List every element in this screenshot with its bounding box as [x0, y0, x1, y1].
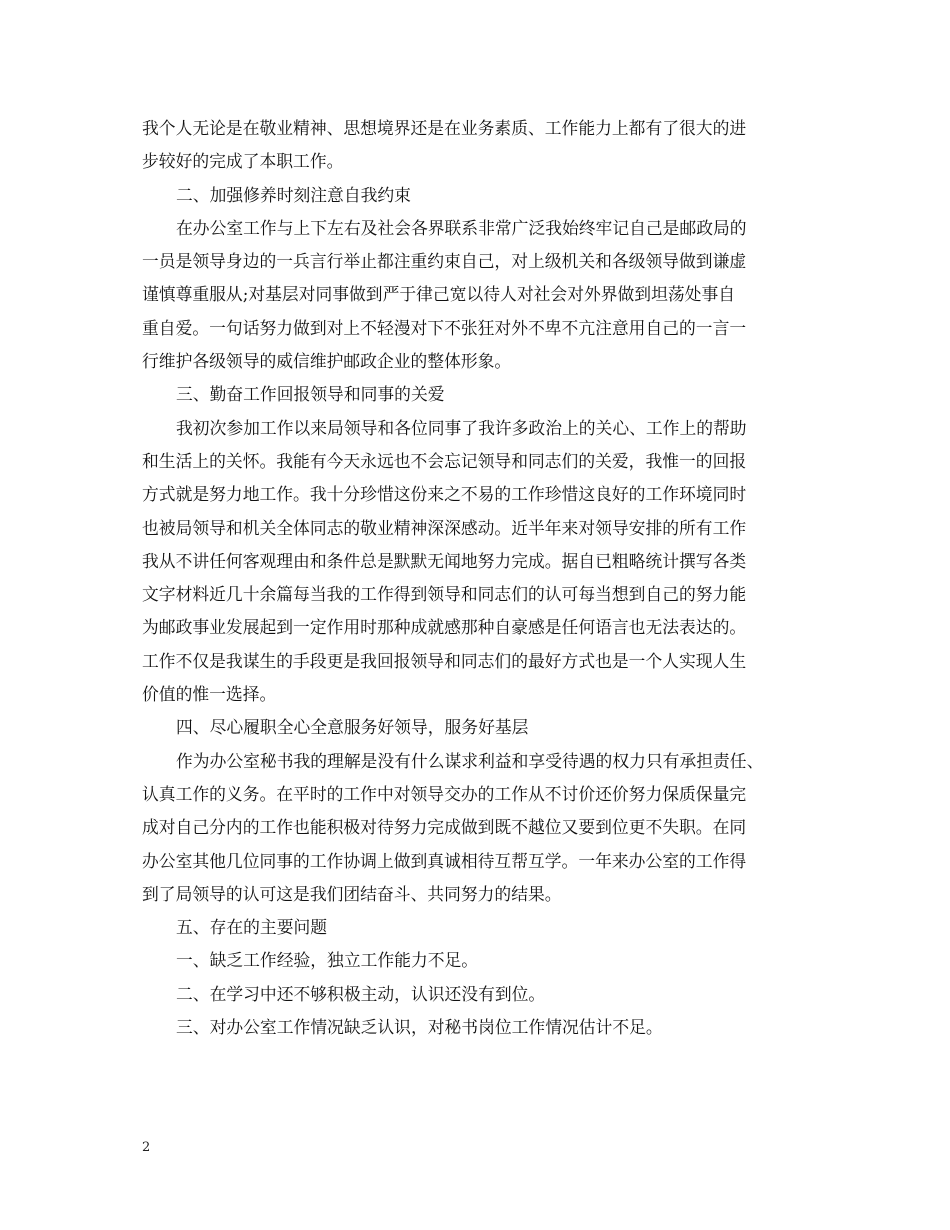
text-line: 和生活上的关怀。我能有今天永远也不会忘记领导和同志们的关爱，我惟一的回报 — [142, 450, 747, 471]
text-line: 我初次参加工作以来局领导和各位同事了我许多政治上的关心、工作上的帮助 — [176, 417, 747, 438]
page-number: 2 — [142, 1140, 151, 1155]
text-line: 重自爱。一句话努力做到对上不轻漫对下不张狂对外不卑不亢注意用自己的一言一 — [142, 317, 747, 338]
text-line: 作为办公室秘书我的理解是没有什么谋求利益和享受待遇的权力只有承担责任、 — [176, 750, 764, 771]
section-heading: 五、存在的主要问题 — [176, 917, 328, 938]
section-heading: 四、尽心履职全心全意服务好领导，服务好基层 — [176, 717, 529, 738]
text-line: 价值的惟一选择。 — [142, 684, 277, 705]
text-line: 办公室其他几位同事的工作协调上做到真诚相待互帮互学。一年来办公室的工作得 — [142, 850, 747, 871]
list-item: 一、缺乏工作经验，独立工作能力不足。 — [176, 950, 479, 971]
section-heading: 二、加强修养时刻注意自我约束 — [176, 184, 411, 205]
section-heading: 三、勤奋工作回报领导和同事的关爱 — [176, 384, 445, 405]
text-line: 认真工作的义务。在平时的工作中对领导交办的工作从不讨价还价努力保质保量完 — [142, 783, 747, 804]
text-line: 在办公室工作与上下左右及社会各界联系非常广泛我始终牢记自己是邮政局的 — [176, 217, 747, 238]
text-line: 行维护各级领导的威信维护邮政企业的整体形象。 — [142, 351, 512, 372]
text-line: 我个人无论是在敬业精神、思想境界还是在业务素质、工作能力上都有了很大的进 — [142, 118, 747, 138]
text-line: 到了局领导的认可这是我们团结奋斗、共同努力的结果。 — [142, 883, 562, 904]
text-line: 步较好的完成了本职工作。 — [142, 151, 344, 172]
text-line: 方式就是努力地工作。我十分珍惜这份来之不易的工作珍惜这良好的工作环境同时 — [142, 484, 747, 505]
text-line: 成对自己分内的工作也能积极对待努力完成做到既不越位又要到位更不失职。在同 — [142, 817, 747, 838]
document-body — [142, 112, 814, 1044]
list-item: 三、对办公室工作情况缺乏认识，对秘书岗位工作情况估计不足。 — [176, 1017, 663, 1038]
text-line: 谨慎尊重服从;对基层对同事做到严于律己宽以待人对社会对外界做到坦荡处事自 — [142, 284, 736, 305]
text-line: 一员是领导身边的一兵言行举止都注重约束自己，对上级机关和各级领导做到谦虚 — [142, 251, 747, 272]
text-line: 我从不讲任何客观理由和条件总是默默无闻地努力完成。据自已粗略统计撰写各类 — [142, 550, 747, 571]
text-line: 也被局领导和机关全体同志的敬业精神深深感动。近半年来对领导安排的所有工作 — [142, 517, 747, 538]
text-line: 为邮政事业发展起到一定作用时那种成就感那种自豪感是任何语言也无法表达的。 — [142, 617, 747, 638]
text-line: 文字材料近几十余篇每当我的工作得到领导和同志们的认可每当想到自己的努力能 — [142, 584, 747, 605]
text-line: 工作不仅是我谋生的手段更是我回报领导和同志们的最好方式也是一个人实现人生 — [142, 650, 747, 671]
list-item: 二、在学习中还不够积极主动，认识还没有到位。 — [176, 983, 546, 1004]
